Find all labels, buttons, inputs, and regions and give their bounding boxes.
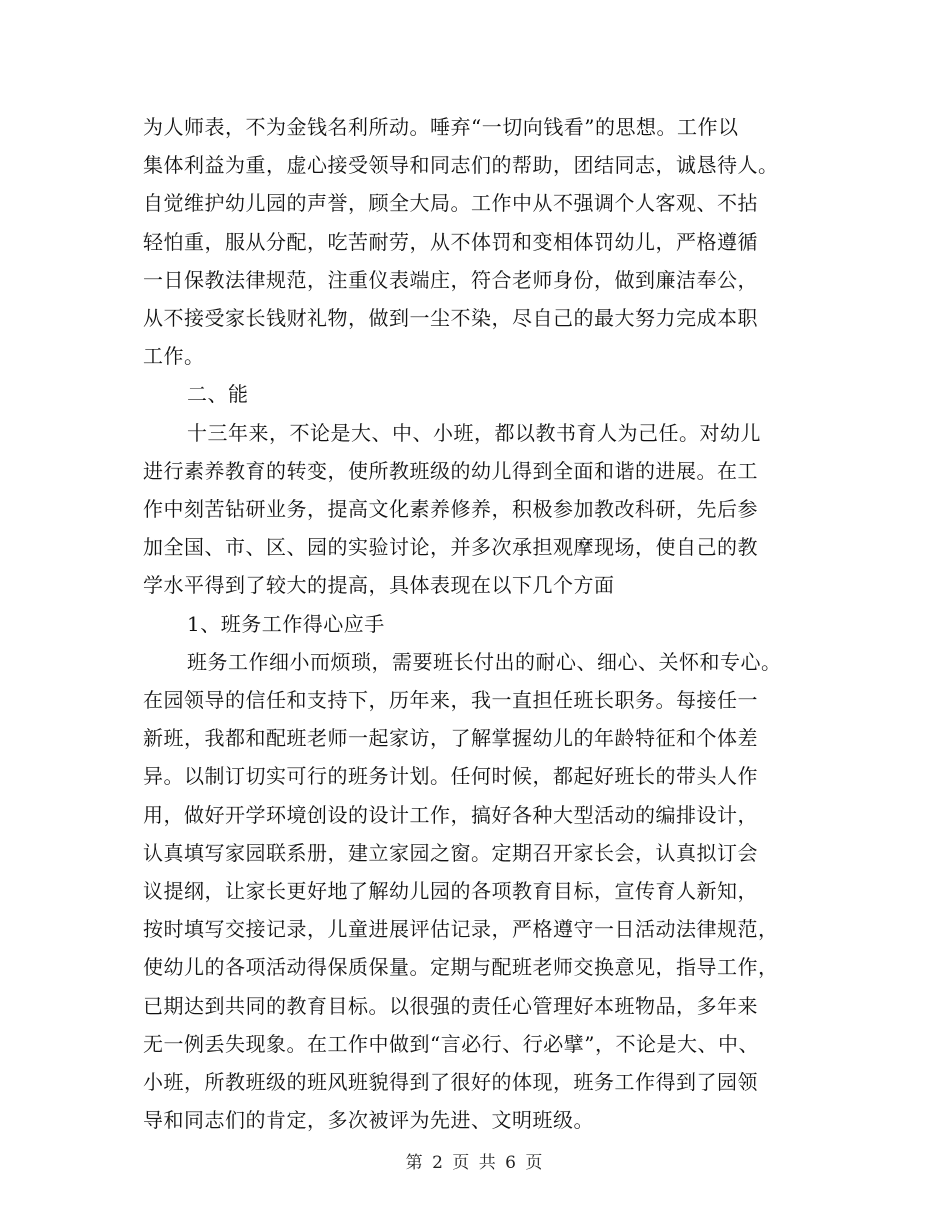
text-line: 导和同志们的肯定，多次被评为先进、文明班级。 — [143, 1108, 594, 1133]
text-line: 已期达到共同的教育目标。以很强的责任心管理好本班物品，多年来 — [143, 993, 758, 1018]
text-line: 学水平得到了较大的提高，具体表现在以下几个方面 — [143, 573, 615, 598]
paragraph — [143, 643, 813, 1140]
paragraph — [143, 414, 813, 605]
document-body — [143, 108, 813, 1139]
text-line: 使幼儿的各项活动得保质保量。定期与配班老师交换意见，指导工作， — [143, 955, 779, 980]
section-heading — [143, 375, 813, 413]
text-line: 集体利益为重，虚心接受领导和同志们的帮助，团结同志，诚恳待人。 — [143, 153, 779, 178]
section-heading — [143, 605, 813, 643]
text-line: 加全国、市、区、园的实验讨论，并多次承担观摩现场，使自己的教 — [143, 535, 758, 560]
text-line: 班务工作细小而烦琐，需要班长付出的耐心、细心、关怀和专心。 — [187, 649, 782, 674]
text-line: 作中刻苦钻研业务，提高文化素养修养，积极参加教改科研，先后参 — [143, 497, 758, 522]
text-line: 从不接受家长钱财礼物，做到一尘不染，尽自己的最大努力完成本职 — [143, 306, 758, 331]
page-number-footer: 第 2 页 共 6 页 — [405, 1153, 545, 1173]
text-line: 新班，我都和配班老师一起家访，了解掌握幼儿的年龄特征和个体差 — [143, 726, 758, 751]
text-line: 用，做好开学环境创设的设计工作，搞好各种大型活动的编排设计， — [143, 802, 758, 827]
text-line: 一日保教法律规范，注重仪表端庄，符合老师身份，做到廉洁奉公， — [143, 267, 758, 292]
text-line: 无一例丢失现象。在工作中做到“言必行、行必擘”，不论是大、中、 — [143, 1031, 759, 1056]
text-line: 1、班务工作得心应手 — [187, 611, 385, 636]
text-line: 十三年来，不论是大、中、小班，都以教书育人为己任。对幼儿 — [187, 420, 761, 445]
text-line: 工作。 — [143, 344, 205, 369]
text-line: 二、能 — [187, 382, 249, 407]
text-line: 异。以制订切实可行的班务计划。任何时候，都起好班长的带头人作 — [143, 764, 758, 789]
text-line: 议提纲，让家长更好地了解幼儿园的各项教育目标，宣传育人新知， — [143, 879, 758, 904]
text-line: 认真填写家园联系册，建立家园之窗。定期召开家长会，认真拟订会 — [143, 840, 758, 865]
text-line: 自觉维护幼儿园的声誉，顾全大局。工作中从不强调个人客观、不拈 — [143, 191, 758, 216]
text-line: 轻怕重，服从分配，吃苦耐劳，从不体罚和变相体罚幼儿，严格遵循 — [143, 229, 758, 254]
text-line: 进行素养教育的转变，使所教班级的幼儿得到全面和谐的进展。在工 — [143, 458, 758, 483]
text-line: 按时填写交接记录，儿童进展评估记录，严格遵守一日活动法律规范， — [143, 917, 779, 942]
text-line: 为人师表，不为金钱名利所动。唾弃“一切向钱看”的思想。工作以 — [143, 115, 739, 139]
text-line: 在园领导的信任和支持下，历年来，我一直担任班长职务。每接任一 — [143, 688, 758, 713]
paragraph — [143, 108, 813, 375]
text-line: 小班，所教班级的班风班貌得到了很好的体现，班务工作得到了园领 — [143, 1070, 758, 1095]
